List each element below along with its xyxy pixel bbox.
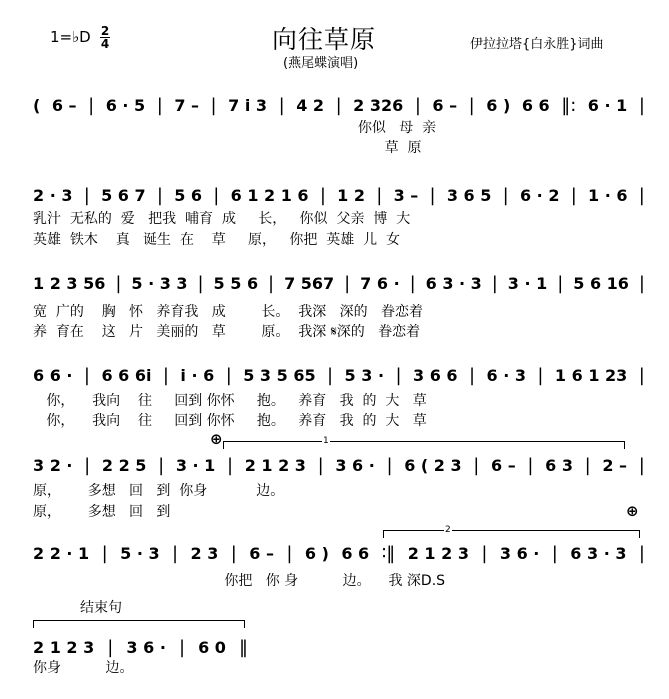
ending-label: 结束句 — [80, 600, 122, 616]
measure-notes: 2 1 2 3 — [244, 455, 306, 475]
barline: | — [335, 94, 342, 116]
measure-notes: 6 · 3 — [486, 365, 526, 385]
barline: | — [491, 272, 498, 294]
time-signature — [100, 25, 110, 50]
measure-notes: 6 6 6i — [101, 365, 152, 385]
barline: | — [551, 542, 558, 564]
barline: | — [327, 364, 334, 386]
lyric-line: 草 原 — [33, 140, 422, 156]
lyric-line: 你似 母 亲 — [33, 120, 437, 136]
measure-notes: 2 · 3 — [33, 185, 73, 205]
measure-notes: 2 3 — [190, 543, 219, 563]
volta-label-1: 1 — [323, 436, 329, 446]
lyric-line: 英雄 铁木 真 诞生 在 草 原， 你把 英雄 儿 女 — [33, 232, 401, 248]
volta-bracket-1 — [223, 441, 625, 449]
measure-notes: ( — [33, 95, 41, 115]
notes-row — [33, 542, 645, 564]
measure-notes: 2 326 — [353, 95, 404, 115]
measure-notes: 3 2 · — [33, 455, 73, 475]
measure-notes: 6 3 · 3 — [570, 543, 627, 563]
measure-notes: i · 6 — [180, 365, 215, 385]
barline: | — [156, 184, 163, 206]
notes-row — [33, 636, 248, 658]
barline: | — [429, 184, 436, 206]
song-title: 向往草原 — [272, 25, 377, 54]
measure-notes: 1 2 — [337, 185, 365, 205]
barline: | — [268, 272, 275, 294]
measure-notes: 6 – — [491, 455, 516, 475]
barline: | — [386, 454, 393, 476]
measure-notes: 3 – — [393, 185, 419, 205]
measure-notes: 4 2 — [296, 95, 325, 115]
barline: | — [344, 272, 351, 294]
measure-notes: 3 6 · — [335, 455, 375, 475]
barline: | — [584, 454, 591, 476]
measure-notes: 6 1 2 1 6 — [230, 185, 309, 205]
barline: | — [638, 184, 645, 206]
measure-notes: 2 2 · 1 — [33, 543, 90, 563]
measure-notes: 6 ( 2 3 — [404, 455, 462, 475]
measure-notes: 5 5 6 — [213, 273, 259, 293]
measure-notes: 3 6 5 — [446, 185, 492, 205]
barline: | — [83, 184, 90, 206]
notes-row — [33, 454, 645, 476]
measure-notes: 2 1 2 3 — [407, 543, 469, 563]
barline: | — [502, 184, 509, 206]
barline: | — [172, 542, 179, 564]
measure-notes: 1 · 6 — [588, 185, 628, 205]
barline: | — [278, 94, 285, 116]
lyric-line: 你， 我向 往 回到 你怀 抱。 养育 我 的 大 草 — [33, 413, 427, 429]
ending-bracket — [33, 620, 245, 628]
barline: ∶‖ — [381, 542, 396, 564]
barline: | — [473, 454, 480, 476]
barline: | — [230, 542, 237, 564]
notes-row — [33, 272, 645, 294]
measure-notes: 3 · 1 — [175, 455, 216, 475]
measure-notes: 6 ) — [304, 543, 329, 563]
coda-sign: ⊕ — [210, 430, 223, 448]
measure-notes: 6 ) — [486, 95, 511, 115]
barline: | — [319, 184, 326, 206]
measure-notes: 6 6 — [521, 95, 550, 115]
barline: | — [210, 94, 217, 116]
barline: | — [638, 364, 645, 386]
lyric-line: 原， 多想 回 到 — [33, 504, 171, 520]
measure-notes: 6 0 — [198, 637, 226, 657]
lyric-line: 乳汁 无私的 爱 把我 哺育 成 长， 你似 父亲 博 大 — [33, 211, 411, 227]
volta-bracket-2 — [383, 530, 640, 538]
barline: | — [83, 364, 90, 386]
measure-notes: 7 i 3 — [228, 95, 268, 115]
barline: | — [468, 94, 475, 116]
measure-notes: 5 6 — [174, 185, 203, 205]
barline: | — [638, 94, 645, 116]
performer: (燕尾蝶演唱) — [283, 56, 359, 71]
measure-notes: 3 6 6 — [412, 365, 458, 385]
barline: | — [638, 542, 645, 564]
barline: | — [414, 94, 421, 116]
volta-label-2: 2 — [445, 525, 451, 535]
barline: | — [376, 184, 383, 206]
barline: | — [537, 364, 544, 386]
barline: | — [557, 272, 564, 294]
barline: | — [162, 364, 169, 386]
barline: | — [101, 542, 108, 564]
lyric-line: 原， 多想 回 到 你身 边。 — [33, 483, 285, 499]
measure-notes: 6 · 2 — [519, 185, 560, 205]
barline: | — [527, 454, 534, 476]
lyric-line: 宽 广的 胸 怀 养育我 成 长。 我深 深的 眷恋着 — [33, 304, 423, 320]
barline: | — [84, 454, 91, 476]
key-signature: 1=♭D — [50, 28, 91, 46]
barline: | — [638, 272, 645, 294]
measure-notes: 6 – — [432, 95, 458, 115]
measure-notes: 2 1 2 3 — [33, 637, 95, 657]
measure-notes: 5 6 7 — [101, 185, 146, 205]
barline: | — [286, 542, 293, 564]
barline: | — [570, 184, 577, 206]
barline: | — [178, 636, 186, 658]
lyric-line: 你， 我向 往 回到 你怀 抱。 养育 我 的 大 草 — [33, 393, 427, 409]
barline: ‖ — [238, 636, 248, 658]
measure-notes: 6 6 — [341, 543, 370, 563]
barline: | — [481, 542, 488, 564]
measure-notes: 2 2 5 — [101, 455, 147, 475]
measure-notes: 6 3 — [545, 455, 573, 475]
notes-row — [33, 364, 645, 386]
measure-notes: 6 · 5 — [105, 95, 146, 115]
notes-row — [33, 94, 645, 116]
barline: | — [409, 272, 416, 294]
measure-notes: 3 6 · — [499, 543, 540, 563]
time-top: 2 — [100, 24, 110, 38]
barline: | — [107, 636, 114, 658]
measure-notes: 5 3 5 65 — [243, 365, 316, 385]
barline: | — [638, 454, 645, 476]
measure-notes: 3 6 · — [126, 637, 166, 657]
barline: | — [213, 184, 220, 206]
measure-notes: 6 – — [51, 95, 77, 115]
measure-notes: 7 567 — [284, 273, 335, 293]
measure-notes: 6 · 1 — [587, 95, 628, 115]
measure-notes: 3 · 1 — [507, 273, 548, 293]
coda-sign: ⊕ — [626, 502, 639, 520]
measure-notes: 6 6 · — [33, 365, 73, 385]
time-bottom: 4 — [100, 37, 110, 51]
measure-notes: 2 – — [602, 455, 628, 475]
notes-row — [33, 184, 645, 206]
lyric-line: 你把 你 身 边。 我 深D.S — [33, 573, 446, 589]
barline: | — [115, 272, 122, 294]
lyric-line: 你身 边。 — [33, 660, 134, 676]
barline: | — [226, 454, 234, 476]
barline: | — [225, 364, 232, 386]
measure-notes: 1 2 3 56 — [33, 273, 106, 293]
measure-notes: 5 6 16 — [573, 273, 629, 293]
measure-notes: 7 – — [174, 95, 200, 115]
credits: 伊拉拉塔{白永胜}词曲 — [470, 37, 604, 52]
barline: | — [197, 272, 204, 294]
measure-notes: 5 3 · — [344, 365, 385, 385]
barline: | — [88, 94, 95, 116]
measure-notes: 1 6 1 23 — [554, 365, 628, 385]
measure-notes: 7 6 · — [360, 273, 400, 293]
measure-notes: 5 · 3 — [120, 543, 160, 563]
barline: | — [158, 454, 165, 476]
barline: | — [317, 454, 324, 476]
barline: | — [395, 364, 402, 386]
measure-notes: 6 – — [249, 543, 274, 563]
measure-notes: 5 · 3 3 — [131, 273, 188, 293]
barline: | — [156, 94, 163, 116]
barline: | — [468, 364, 476, 386]
barline: ‖: — [561, 94, 577, 116]
measure-notes: 6 3 · 3 — [425, 273, 482, 293]
lyric-line: 养 育在 这 片 美丽的 草 原。 我深 𝄋深的 眷恋着 — [33, 324, 421, 340]
